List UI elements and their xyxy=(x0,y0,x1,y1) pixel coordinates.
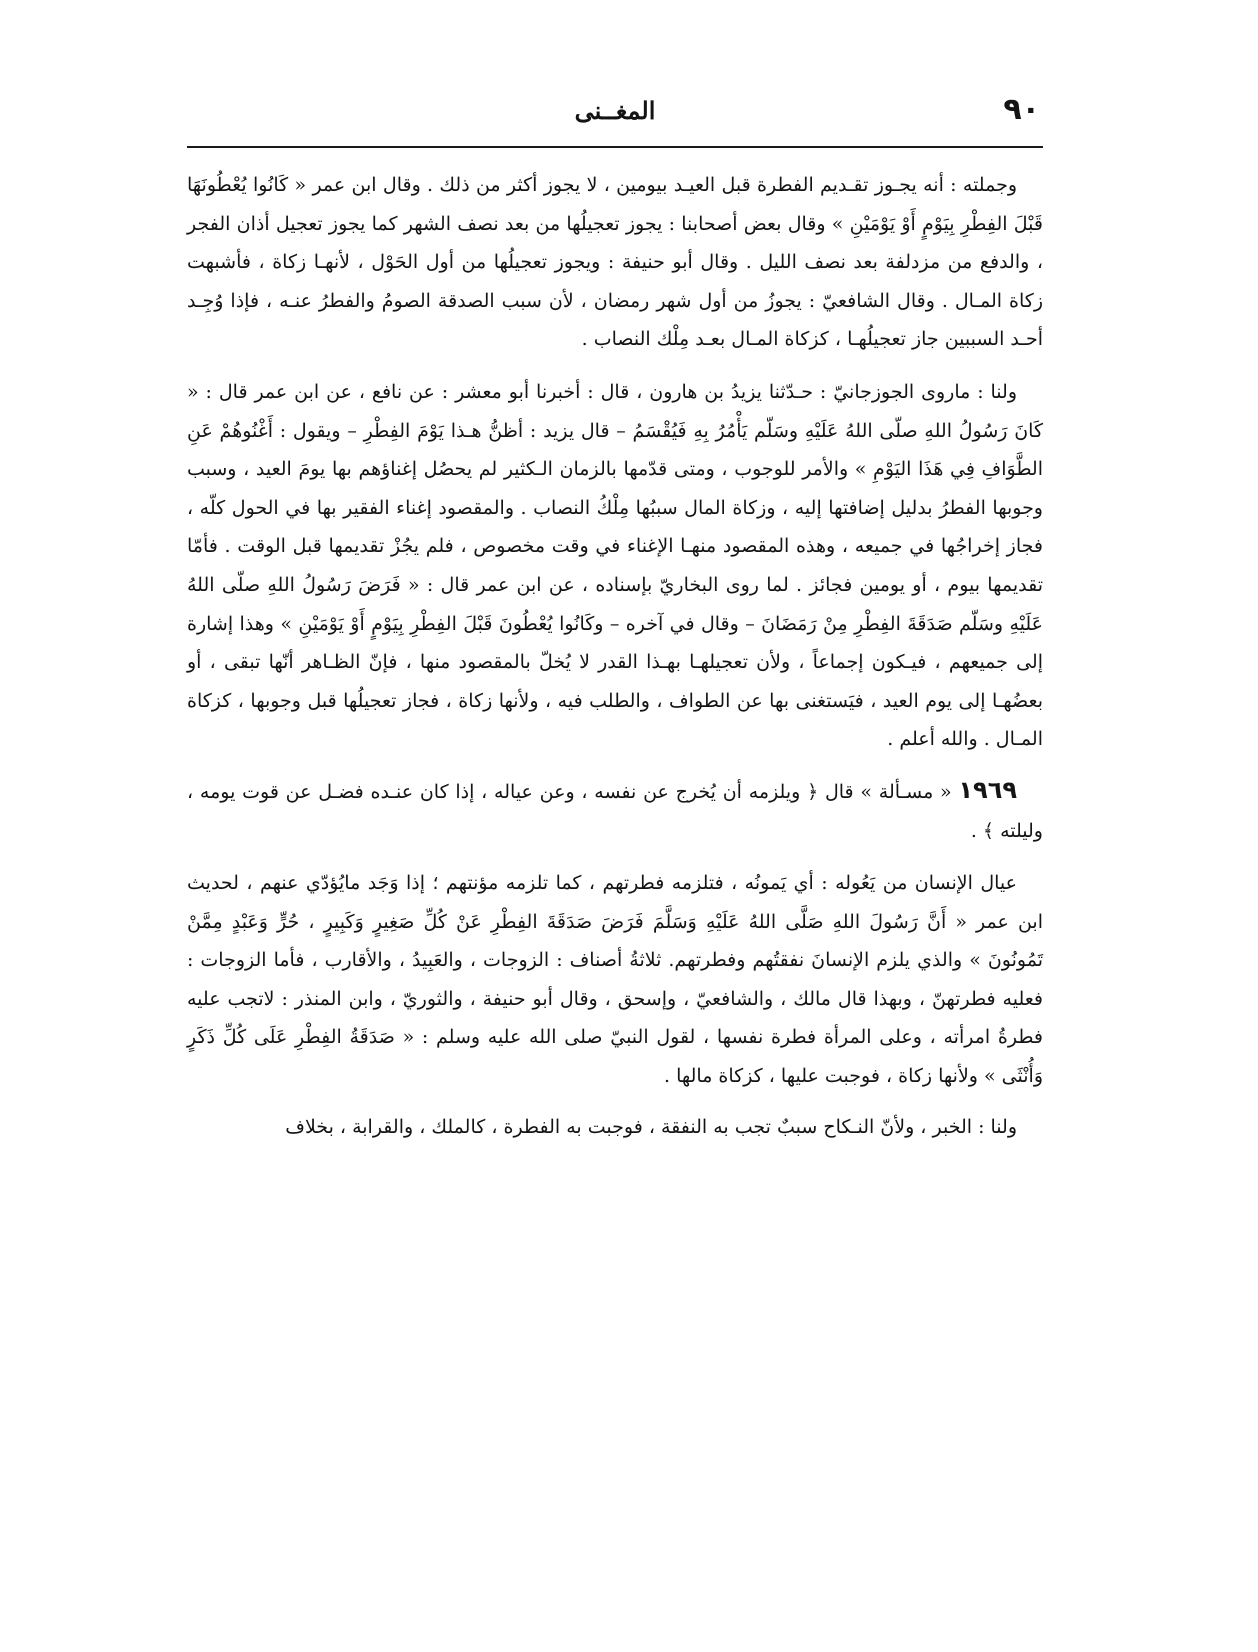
paragraph-4: ولنا : الخبر ، ولأنّ النـكاح سببٌ تجب به النفقة ، فوجبت به الفطرة ، كالملك ، والقرابة ، بخلاف xyxy=(285,1115,1017,1138)
page-header xyxy=(190,92,1040,138)
paragraph-3: عيال الإنسان من يَعُوله : أي يَمونُه ، فتلزمه فطرتهم ، كما تلزمه مؤنتهم ؛ إذا وَجَد مايُؤدّي عنهم ، لحديث ابن عمر « أَنَّ رَسُولَ اللهِ صَلَّى اللهُ عَلَيْهِ وَسَلَّمَ فَرَضَ صَدَقَةَ الفِطْرِ عَنْ كُلِّ صَغِيرٍ وَكَبِيرٍ ، حُرٍّ وَعَبْدٍ مِمَّنْ تَمُونُونَ » والذي يلزم الإنسانَ نفقتُهم وفطرتهم. ثلاثةُ أصناف : الزوجات ، والعَبِيدُ ، والأقارب ، فأما الزوجات : فعليه فطرتهنّ ، وبهذا قال مالك ، والشافعيّ ، وإسحق ، وقال أبو حنيفة ، والثوريّ ، وابن المنذر : لاتجب عليه فطرةُ امرأته ، وعلى المرأة فطرة نفسها ، لقول النبيّ صلى الله عليه وسلم : « صَدَقَةُ الفِطْرِ عَلَى كُلِّ ذَكَرٍ وَأُنْثَى » ولأنها زكاة ، فوجبت عليها ، كزكاة مالها . xyxy=(187,872,1043,1088)
body-text xyxy=(187,166,1043,1146)
masala-number: ١٩٦٩ xyxy=(958,775,1017,804)
masala-text: « مسـألة » قال ﴿ ويلزمه أن يُخرج عن نفسه ، وعن عياله ، إذا كان عنـده فضـل عن قوت يومه ، وليلته ﴾ . xyxy=(187,780,1043,842)
page-number: ٩٠ xyxy=(1003,92,1040,127)
masala-1969 xyxy=(187,771,1043,850)
running-title: المغــنى xyxy=(574,96,656,125)
header-rule xyxy=(187,146,1043,148)
paragraph-2: ولنا : ماروى الجوزجانيّ : حـدّثنا يزيدُ بن هارون ، قال : أخبرنا أبو معشر : عن نافع ، عن ابن عمر قال : « كَانَ رَسُولُ اللهِ صلّى اللهُ عَلَيْهِ وسَلّم يَأْمُرُ بِهِ فَيُقْسَمُ – قال يزيد : أظنُّ هـذا يَوْمَ الفِطْرِ – ويقول : أَغْنُوهُمْ عَنِ الطَّوَافِ فِي هَذَا اليَوْمِ » والأمر للوجوب ، ومتى قدّمها بالزمان الـكثير لم يحصُل إغناؤهم بها يومَ العيد ، وسبب وجوبها الفطرُ بدليل إضافتها إليه ، وزكاة المال سببُها مِلْكُ النصاب . والمقصود إغناء الفقير بها في الحول كلّه ، فجاز إخراجُها في جميعه ، وهذه المقصود منهـا الإغناء في وقت مخصوص ، فلم يجُزْ تقديمها قبل الوقت . فأمّا تقديمها بيوم ، أو يومين فجائز . لما روى البخاريّ بإسناده ، عن ابن عمر قال : « فَرَضَ رَسُولُ اللهِ صلّى اللهُ عَلَيْهِ وسَلّم صَدَقَةَ الفِطْرِ مِنْ رَمَضَانَ – وقال في آخره – وكَانُوا يُعْطُونَ قَبْلَ الفِطْرِ بِيَوْمٍ أَوْ يَوْمَيْنِ » وهذا إشارة إلى جميعهم ، فيـكون إجماعاً ، ولأن تعجيلهـا بهـذا القدر لا يُخلّ بالمقصود منها ، فإنّ الظـاهر أنّها تبقى ، أو بعضُهـا إلى يوم العيد ، فيَستغنى بها عن الطواف ، والطلب فيه ، ولأنها زكاة ، فجاز تعجيلُها قبل وجوبها ، كزكاة المـال . والله أعلم . xyxy=(187,380,1043,751)
paragraph-1: وجملته : أنه يجـوز تقـديم الفطرة قبل العيـد بيومين ، لا يجوز أكثر من ذلك . وقال ابن عمر « كَانُوا يُعْطُونَهَا قَبْلَ الفِطْرِ بِيَوْمٍ أَوْ يَوْمَيْنِ » وقال بعض أصحابنا : يجوز تعجيلُها من بعد نصف الشهر كما يجوز تعجيل أذان الفجر ، والدفع من مزدلفة بعد نصف الليل . وقال أبو حنيفة : ويجوز تعجيلُها من أول الحَوْل ، لأنهـا زكاة ، فأشبهت زكاة المـال . وقال الشافعيّ : يجوزُ من أول شهر رمضان ، لأن سبب الصدقة الصومُ والفطرُ عنـه ، فإذا وُجِـد أحـد السببين جاز تعجيلُهـا ، كزكاة المـال بعـد مِلْك النصاب . xyxy=(187,174,1043,351)
